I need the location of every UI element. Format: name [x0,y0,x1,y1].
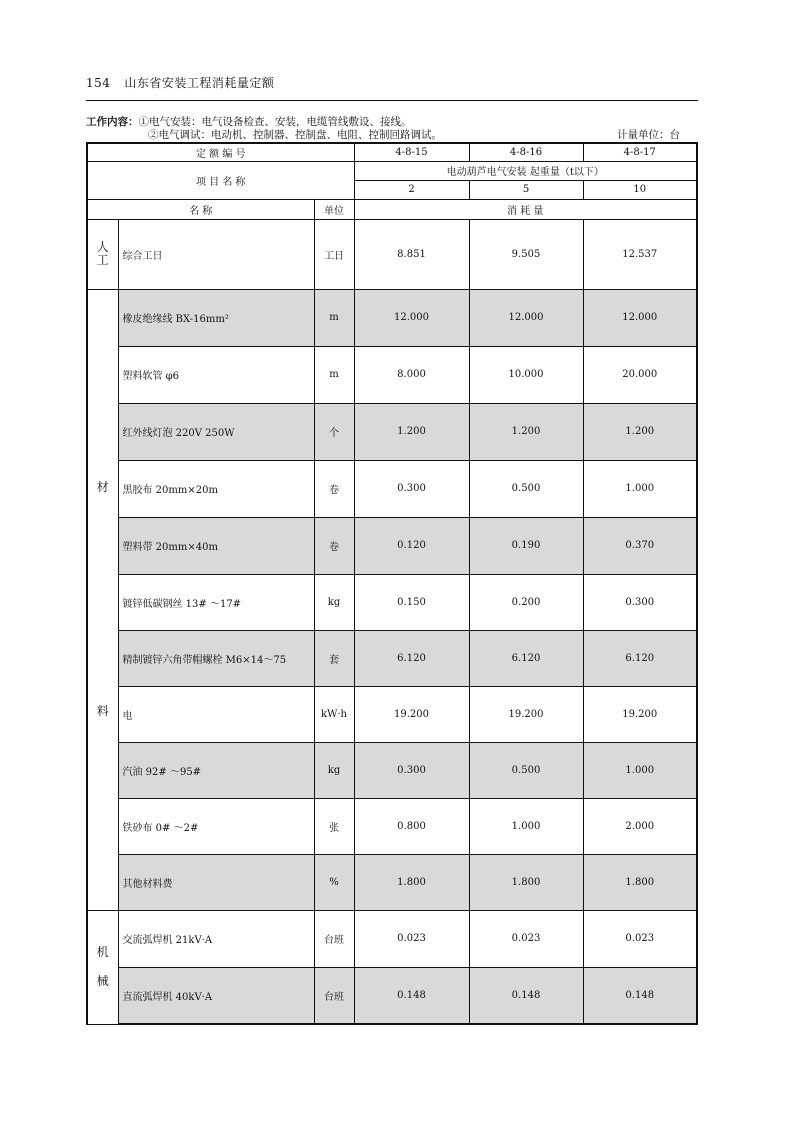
table-row [87,574,697,630]
item-value: 12.000 [583,289,697,346]
book-title: 山东省安装工程消耗量定额 [124,76,275,90]
group-label-char: 料 [96,703,109,718]
group-label-char: 工 [96,253,109,267]
item-name: 精制镀锌六角带帽螺栓 M6×14～75 [118,630,314,686]
table-row [87,854,697,910]
work-text-1: ①电气安装：电气设备检查、安装，电缆管线敷设、接线。 [138,116,412,128]
item-name: 橡皮绝缘线 BX-16mm² [118,289,314,346]
item-value: 0.150 [354,574,469,630]
measure-unit: 计量单位：台 [617,129,680,141]
item-unit: m [314,346,354,403]
table-row [87,798,697,854]
item-value: 0.023 [583,910,697,967]
table-row [87,517,697,574]
item-value: 1.200 [583,403,697,460]
quota-table [86,142,698,1025]
capacity-cell: 10 [583,180,697,199]
item-value: 2.000 [583,798,697,854]
item-value: 0.500 [469,742,583,798]
group-label-text [97,481,109,717]
item-name: 塑料带 20mm×40m [118,517,314,574]
item-name: 汽油 92# ～95# [118,742,314,798]
item-value: 8.851 [354,219,469,289]
item-value: 0.148 [583,967,697,1024]
group-label-text [97,946,109,988]
table-row [87,967,697,1024]
item-group-label: 电动葫芦电气安装 起重量（t以下） [354,161,697,180]
work-content [86,116,698,142]
column-header-row [87,199,697,219]
item-unit: 卷 [314,517,354,574]
item-value: 0.148 [469,967,583,1024]
item-name: 综合工日 [118,219,314,289]
item-value: 0.500 [469,460,583,517]
item-value: 6.120 [354,630,469,686]
item-value: 1.000 [583,742,697,798]
table-row [87,346,697,403]
item-value: 1.800 [354,854,469,910]
item-name: 电 [118,686,314,742]
capacity-cell: 5 [469,180,583,199]
table-row [87,742,697,798]
table-row [87,219,697,289]
item-unit: 工日 [314,219,354,289]
item-unit: 卷 [314,460,354,517]
item-name: 交流弧焊机 21kV·A [118,910,314,967]
item-unit: 个 [314,403,354,460]
item-value: 1.000 [583,460,697,517]
item-value: 19.200 [354,686,469,742]
item-value: 8.000 [354,346,469,403]
item-value: 0.190 [469,517,583,574]
page-number: 154 [86,76,111,90]
item-name: 黑胶布 20mm×20m [118,460,314,517]
item-name: 直流弧焊机 40kV·A [118,967,314,1024]
item-value: 12.000 [469,289,583,346]
item-value: 0.300 [354,742,469,798]
header-divider [86,100,698,101]
item-value: 0.800 [354,798,469,854]
item-unit: kg [314,742,354,798]
item-name-label: 项 目 名 称 [87,161,354,199]
table-row [87,403,697,460]
item-value: 1.200 [469,403,583,460]
item-value: 0.200 [469,574,583,630]
item-value: 12.000 [354,289,469,346]
group-label [87,289,118,910]
table-row [87,460,697,517]
item-value: 0.300 [583,574,697,630]
group-label-text [97,241,109,267]
item-name: 红外线灯泡 220V 250W [118,403,314,460]
item-unit: 套 [314,630,354,686]
item-value: 0.023 [469,910,583,967]
table-row [87,289,697,346]
code-cell: 4-8-17 [583,143,697,161]
item-value: 1.000 [469,798,583,854]
item-value: 1.800 [583,854,697,910]
page-header [86,74,274,91]
item-name: 其他材料费 [118,854,314,910]
code-row [87,143,697,161]
item-name: 塑料软管 φ6 [118,346,314,403]
item-value: 20.000 [583,346,697,403]
item-value: 0.370 [583,517,697,574]
work-line-2 [86,129,698,142]
item-unit: 台班 [314,910,354,967]
item-group-row [87,161,697,180]
item-unit: 张 [314,798,354,854]
item-value: 6.120 [583,630,697,686]
item-value: 0.148 [354,967,469,1024]
group-label [87,219,118,289]
item-value: 12.537 [583,219,697,289]
work-label: 工作内容： [86,116,139,128]
item-name: 镀锌低碳钢丝 13# ～17# [118,574,314,630]
table-row [87,686,697,742]
group-label-char: 材 [96,480,109,495]
item-value: 9.505 [469,219,583,289]
item-unit: kW·h [314,686,354,742]
item-value: 0.120 [354,517,469,574]
table-row [87,910,697,967]
table-row [87,630,697,686]
group-label-char: 人 [96,239,109,254]
item-name: 铁砂布 0# ～2# [118,798,314,854]
consumption-column-header: 消 耗 量 [354,199,697,219]
item-value: 1.800 [469,854,583,910]
item-unit: kg [314,574,354,630]
name-column-header: 名 称 [87,199,314,219]
item-value: 6.120 [469,630,583,686]
capacity-cell: 2 [354,180,469,199]
quota-code-label: 定 额 编 号 [87,143,354,161]
item-value: 19.200 [469,686,583,742]
item-unit: m [314,289,354,346]
item-value: 1.200 [354,403,469,460]
work-line-1 [86,116,698,129]
group-label-char: 械 [96,974,109,988]
unit-column-header: 单位 [314,199,354,219]
item-value: 19.200 [583,686,697,742]
code-cell: 4-8-16 [469,143,583,161]
code-cell: 4-8-15 [354,143,469,161]
item-value: 0.300 [354,460,469,517]
item-unit: % [314,854,354,910]
group-label-char: 机 [96,944,109,959]
item-value: 0.023 [354,910,469,967]
item-value: 10.000 [469,346,583,403]
group-label [87,910,118,1024]
work-text-2: ②电气调试：电动机、控制器、控制盘、电阻、控制回路调试。 [148,129,442,141]
item-unit: 台班 [314,967,354,1024]
